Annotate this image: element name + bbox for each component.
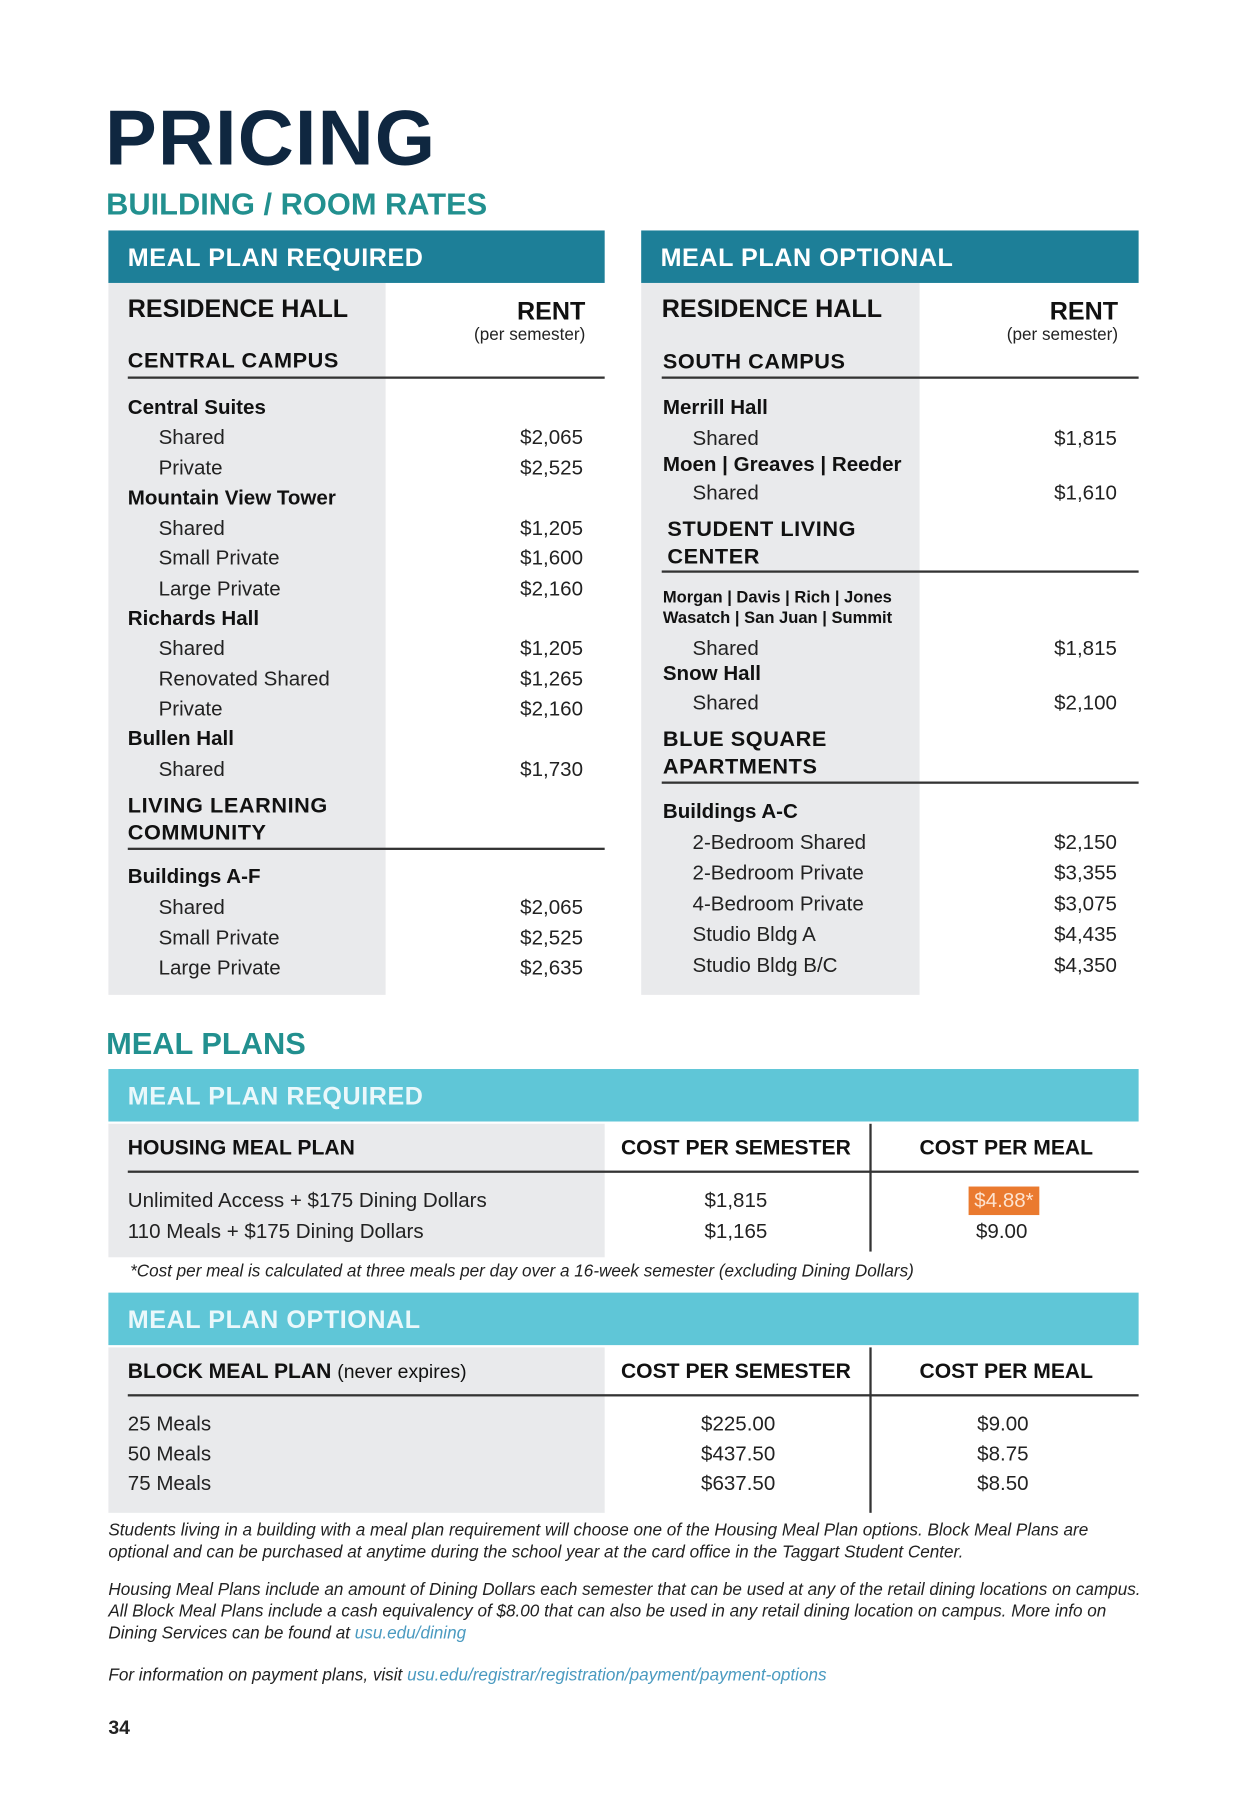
building-name: Buildings A-F	[127, 864, 261, 888]
room-type: Shared	[158, 425, 225, 449]
col-cost-per-meal: COST PER MEAL	[919, 1135, 1094, 1160]
section-title: COMMUNITY	[127, 821, 267, 846]
room-type: Private	[158, 456, 223, 480]
building-name: Bullen Hall	[127, 726, 234, 750]
col-cost-per-semester: COST PER SEMESTER	[620, 1135, 851, 1160]
room-type: Small Private	[158, 546, 280, 570]
cost-per-semester: $437.50	[701, 1442, 776, 1465]
divider	[662, 570, 1139, 572]
section-title: BLUE SQUARE	[662, 727, 827, 752]
room-rent: $2,160	[520, 697, 583, 720]
cost-per-meal: $8.75	[977, 1442, 1029, 1465]
cost-per-meal: $8.50	[977, 1471, 1029, 1495]
meal-plan-name: 75 Meals	[127, 1471, 212, 1495]
building-name: Morgan | Davis | Rich | Jones	[662, 588, 892, 607]
col-housing-meal-plan: HOUSING MEAL PLAN	[127, 1135, 355, 1160]
building-name: Mountain View Tower	[127, 486, 336, 509]
page-title: PRICING	[104, 94, 437, 182]
room-rent: $3,355	[1054, 861, 1117, 885]
col-rent-sub: (per semester)	[474, 325, 586, 345]
cost-per-semester: $637.50	[701, 1471, 776, 1495]
section-title: STUDENT LIVING	[667, 517, 857, 542]
payment-options-link[interactable]: usu.edu/registrar/registration/payment/payment-options	[407, 1665, 827, 1686]
required-header-bar	[108, 230, 604, 282]
dining-link[interactable]: usu.edu/dining	[354, 1623, 467, 1643]
room-type: Shared	[692, 481, 759, 505]
room-type: Small Private	[158, 926, 280, 950]
note-paragraph-3	[108, 1665, 826, 1687]
room-type: Studio Bldg A	[692, 922, 816, 946]
column-divider	[869, 1124, 871, 1252]
room-rent: $2,525	[520, 456, 583, 480]
room-rates-heading: BUILDING / ROOM RATES	[106, 187, 488, 222]
room-rent: $1,205	[520, 636, 583, 660]
room-rent: $4,350	[1054, 953, 1117, 977]
section-south-campus: SOUTH CAMPUS	[662, 350, 846, 375]
room-type: Large Private	[158, 577, 281, 601]
divider	[128, 376, 605, 378]
col-cost-per-meal: COST PER MEAL	[919, 1358, 1094, 1383]
room-rent: $1,205	[520, 516, 583, 540]
col-block-meal-plan-label: BLOCK MEAL PLAN	[127, 1358, 332, 1383]
meal-optional-header: MEAL PLAN OPTIONAL	[127, 1305, 421, 1334]
grey-column	[641, 283, 919, 995]
building-name: Merrill Hall	[662, 395, 768, 419]
never-expires-note: (never expires)	[337, 1361, 467, 1383]
room-type: Studio Bldg B/C	[692, 953, 838, 977]
room-type: 4-Bedroom Private	[692, 892, 864, 916]
section-central-campus: CENTRAL CAMPUS	[127, 349, 339, 374]
room-type: Shared	[692, 691, 759, 715]
meal-plan-name: 110 Meals + $175 Dining Dollars	[127, 1219, 424, 1243]
room-rent: $1,610	[1054, 481, 1117, 505]
room-rent: $2,100	[1054, 691, 1117, 715]
note-paragraph-1: Students living in a building with a meal plan requirement will choose one of the Housing Meal Plan options. Block Meal Plans are optional and can be purchased at anytime during the school year at the card office in the Taggart Student Center.	[108, 1520, 1089, 1562]
cost-per-semester: $1,165	[704, 1219, 768, 1243]
note-text: Housing Meal Plans include an amount of Dining Dollars each semester that can be used at any of the retail dining locations on campus. All Block Meal Plans include a cash equivalency of $8.00 that can also be used in any retail dining location on campus. More info on Dining Services can be found at	[108, 1580, 1141, 1643]
footnote: *Cost per meal is calculated at three meals per day over a 16-week semester (excluding Dining Dollars)	[130, 1261, 914, 1282]
meal-plan-name: 25 Meals	[127, 1412, 212, 1436]
room-type: Shared	[158, 757, 225, 781]
divider	[662, 376, 1139, 378]
building-name: Moen | Greaves | Reeder	[662, 452, 902, 476]
room-rent: $4,435	[1054, 922, 1117, 946]
cost-per-meal-highlight: $4.88*	[969, 1187, 1040, 1216]
room-type: Renovated Shared	[158, 667, 330, 691]
col-block-meal-plan	[128, 1359, 467, 1384]
required-header: MEAL PLAN REQUIRED	[127, 243, 424, 272]
building-name: Buildings A-C	[662, 799, 798, 823]
page-number: 34	[108, 1717, 130, 1739]
cost-per-semester: $225.00	[701, 1412, 776, 1436]
divider	[128, 1394, 1139, 1396]
section-title: CENTER	[667, 545, 760, 570]
room-type: Private	[158, 697, 223, 720]
divider	[662, 782, 1139, 784]
room-rent: $2,150	[1054, 830, 1117, 854]
section-title: LIVING LEARNING	[127, 794, 328, 819]
meal-optional-bar	[108, 1293, 1138, 1345]
building-name: Central Suites	[127, 395, 266, 419]
room-rent: $1,600	[520, 546, 583, 570]
room-rent: $1,815	[1054, 636, 1117, 660]
room-type: Large Private	[158, 956, 281, 979]
section-title: APARTMENTS	[662, 755, 818, 780]
room-type: Shared	[158, 636, 225, 660]
note-text: For information on payment plans, visit	[108, 1665, 408, 1686]
room-type: Shared	[158, 895, 225, 919]
room-rent: $2,065	[520, 895, 583, 919]
optional-header-bar	[641, 230, 1138, 282]
col-rent: RENT	[516, 296, 586, 326]
col-rent-sub: (per semester)	[1006, 325, 1119, 345]
room-rent: $2,065	[520, 425, 583, 449]
divider	[128, 848, 605, 850]
room-type: Shared	[692, 426, 759, 450]
building-name: Snow Hall	[662, 661, 761, 685]
meal-required-header: MEAL PLAN REQUIRED	[127, 1081, 424, 1111]
room-type: Shared	[158, 516, 225, 540]
building-name: Richards Hall	[127, 606, 260, 630]
divider	[128, 1171, 1139, 1173]
note-paragraph-2	[108, 1579, 1141, 1644]
cost-per-semester: $1,815	[704, 1188, 768, 1212]
room-rent: $1,265	[520, 667, 583, 691]
col-residence-hall: RESIDENCE HALL	[661, 294, 883, 323]
room-rent: $2,635	[520, 956, 583, 979]
room-rent: $3,075	[1054, 892, 1117, 916]
cost-per-meal: $9.00	[977, 1412, 1029, 1436]
room-type: 2-Bedroom Private	[692, 861, 864, 885]
room-rent: $2,525	[520, 926, 583, 950]
room-type: 2-Bedroom Shared	[692, 830, 867, 854]
room-rent: $1,815	[1054, 426, 1117, 450]
meal-plans-heading: MEAL PLANS	[106, 1026, 306, 1062]
building-name: Wasatch | San Juan | Summit	[662, 609, 893, 628]
room-rent: $2,160	[520, 577, 583, 601]
meal-required-bar	[108, 1069, 1138, 1121]
col-rent: RENT	[1049, 296, 1119, 326]
cost-per-meal: $9.00	[976, 1219, 1028, 1243]
meal-plan-name: 50 Meals	[127, 1442, 212, 1465]
column-divider	[869, 1347, 871, 1512]
room-type: Shared	[692, 636, 759, 660]
optional-header: MEAL PLAN OPTIONAL	[660, 243, 954, 272]
meal-plan-name: Unlimited Access + $175 Dining Dollars	[127, 1188, 487, 1212]
room-rent: $1,730	[520, 757, 583, 781]
col-cost-per-semester: COST PER SEMESTER	[620, 1358, 851, 1383]
col-residence-hall: RESIDENCE HALL	[127, 294, 349, 323]
